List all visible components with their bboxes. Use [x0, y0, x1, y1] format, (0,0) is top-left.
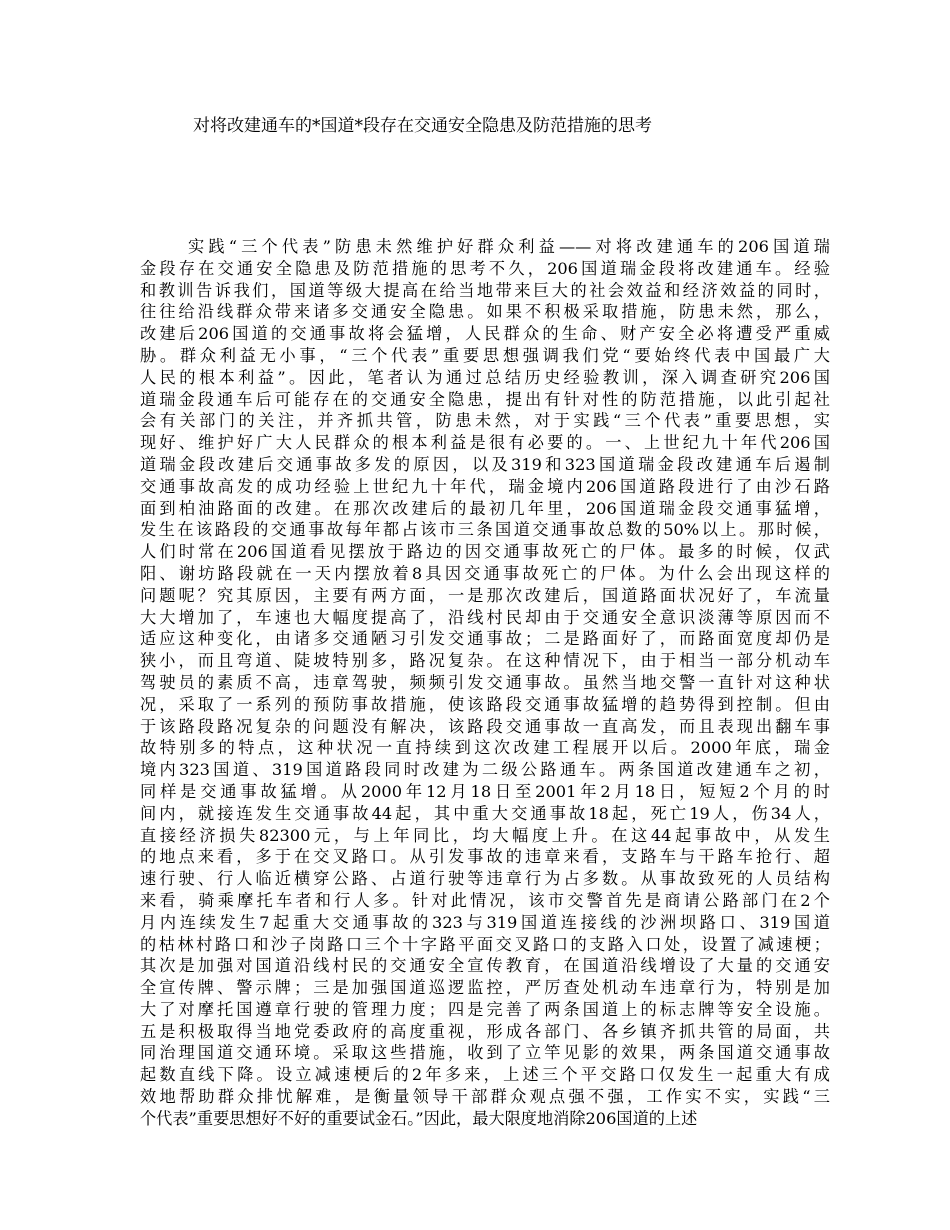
body-line: 问题呢？究其原因，主要有两方面，一是那次改建后，国道路面状况好了，车流量: [140, 585, 830, 605]
body-line: 大大增加了，车速也大幅度提高了，沿线村民却由于交通安全意识淡薄等原因而不: [140, 607, 830, 627]
body-line: 狭小，而且弯道、陡坡特别多，路况复杂。在这种情况下，由于相当一部分机动车: [140, 651, 830, 671]
body-line: 的枯林村路口和沙子岗路口三个十字路平面交叉路口的支路入口处，设置了减速梗；: [140, 934, 830, 954]
body-line: 全宣传牌、警示牌；三是加强国道巡逻监控，严厉查处机动车违章行为，特别是加: [140, 978, 830, 998]
body-line: 故特别多的特点，这种状况一直持续到这次改建工程展开以后。2000年底，瑞金: [140, 738, 830, 758]
body-line: 来看，骑乘摩托车者和行人多。针对此情况，该市交警首先是商请公路部门在2个: [140, 890, 830, 910]
body-line: 改建后206国道的交通事故将会猛增，人民群众的生命、财产安全必将遭受严重威: [140, 324, 830, 344]
body-line: 现好、维护好广大人民群众的根本利益是很有必要的。一、上世纪九十年代206国: [140, 433, 830, 453]
document-title: 对将改建通车的*国道*段存在交通安全隐患及防范措施的思考: [193, 116, 652, 136]
body-line: 阳、谢坊路段就在一天内摆放着8具因交通事故死亡的尸体。为什么会出现这样的: [140, 563, 830, 583]
body-line: 的地点来看，多于在交叉路口。从引发事故的违章来看，支路车与干路车抢行、超: [140, 847, 830, 867]
body-line: 况，采取了一系列的预防事故措施，使该路段交通事故猛增的趋势得到控制。但由: [140, 694, 830, 714]
body-line: 发生在该路段的交通事故每年都占该市三条国道交通事故总数的50%以上。那时候，: [140, 520, 830, 540]
body-line: 月内连续发生7起重大交通事故的323与319国道连接线的沙洲坝路口、319国道: [140, 912, 830, 932]
body-line: 往往给沿线群众带来诸多交通安全隐患。如果不积极采取措施，防患未然，那么，: [140, 302, 830, 322]
body-line: 实践“三个代表”防患未然维护好群众利益——对将改建通车的206国道瑞: [188, 237, 830, 256]
body-line: 大了对摩托国遵章行驶的管理力度；四是完善了两条国道上的标志牌等安全设施。: [140, 999, 830, 1019]
body-line: 同治理国道交通环境。采取这些措施，收到了立竿见影的效果，两条国道交通事故: [140, 1043, 830, 1063]
body-line: 直接经济损失82300元，与上年同比，均大幅度上升。在这44起事故中，从发生: [140, 825, 830, 845]
body-line: 个代表”重要思想好不好的重要试金石。”因此，最大限度地消除206国道的上述: [140, 1108, 698, 1128]
body-line: 适应这种变化，由诸多交通陋习引发交通事故；二是路面好了，而路面宽度却仍是: [140, 629, 830, 649]
body-line: 同样是交通事故猛增。从2000年12月18日至2001年2月18日，短短2个月的时: [140, 781, 830, 801]
body-line: 会有关部门的关注，并齐抓共管，防患未然，对于实践“三个代表”重要思想，实: [140, 411, 830, 431]
body-line: 交通事故高发的成功经验上世纪九十年代，瑞金境内206国道路段进行了由沙石路: [140, 476, 830, 496]
body-line: 和教训告诉我们，国道等级大提高在给当地带来巨大的社会效益和经济效益的同时，: [140, 280, 830, 300]
body-line: 境内323国道、319国道路段同时改建为二级公路通车。两条国道改建通车之初，: [140, 760, 830, 780]
body-line: 效地帮助群众排忧解难，是衡量领导干部群众观点强不强，工作实不实，实践“三: [140, 1087, 830, 1107]
document-body: [140, 236, 830, 1130]
body-line: 面到柏油路面的改建。在那次改建后的最初几年里，206国道瑞金段交通事猛增，: [140, 498, 830, 518]
body-line: 于该路段路况复杂的问题没有解决，该路段交通事故一直高发，而且表现出翻车事: [140, 716, 830, 736]
body-line: 人民的根本利益”。因此，笔者认为通过总结历史经验教训，深入调查研究206国: [140, 367, 830, 387]
body-line: 道瑞金段通车后可能存在的交通安全隐患，提出有针对性的防范措施，以此引起社: [140, 389, 830, 409]
body-line: 其次是加强对国道沿线村民的交通安全宣传教育，在国道沿线增设了大量的交通安: [140, 956, 830, 976]
body-line: 起数直线下降。设立减速梗后的2年多来，上述三个平交路口仅发生一起重大有成: [140, 1065, 830, 1085]
body-line: 人们时常在206国道看见摆放于路边的因交通事故死亡的尸体。最多的时候，仅武: [140, 542, 830, 562]
body-line: 五是积极取得当地党委政府的高度重视，形成各部门、各乡镇齐抓共管的局面，共: [140, 1021, 830, 1041]
body-line: 道瑞金段改建后交通事故多发的原因，以及319和323国道瑞金段改建通车后遏制: [140, 454, 830, 474]
body-line: 间内，就接连发生交通事故44起，其中重大交通事故18起，死亡19人，伤34人，: [140, 803, 830, 823]
body-line: 速行驶、行人临近横穿公路、占道行驶等违章行为占多数。从事故致死的人员结构: [140, 869, 830, 889]
body-line: 驾驶员的素质不高，违章驾驶，频频引发交通事故。虽然当地交警一直针对这种状: [140, 672, 830, 692]
body-line: 金段存在交通安全隐患及防范措施的思考不久，206国道瑞金段将改建通车。经验: [140, 258, 830, 278]
body-line: 胁。群众利益无小事，“三个代表”重要思想强调我们党“要始终代表中国最广大: [140, 345, 830, 365]
